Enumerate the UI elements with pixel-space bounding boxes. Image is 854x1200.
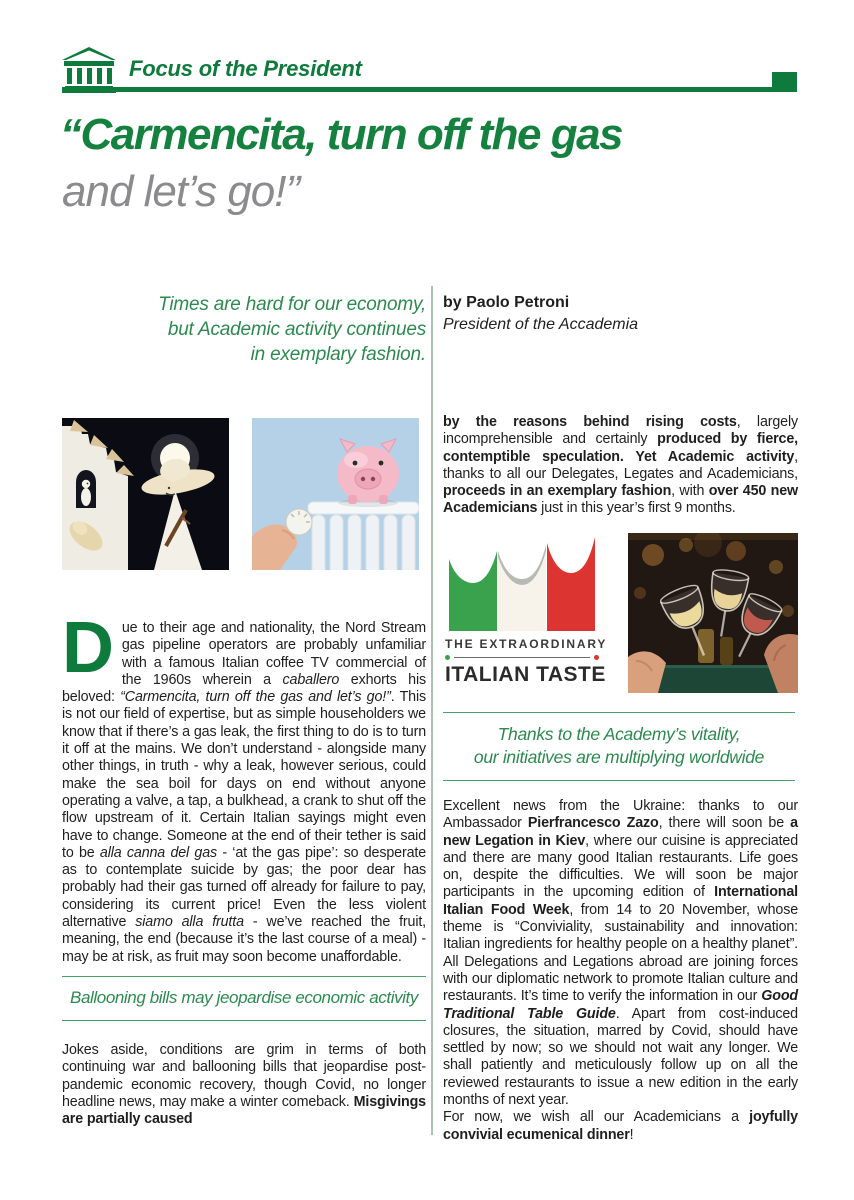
- article-paragraph: Jokes aside, conditions are grim in terms of both continuing war and ballooning bills that jeopardise post-pandemic economic recovery, though Covid, no longer headline news, may make a winter comeback. Misgivings are partially caused: [62, 1042, 426, 1128]
- carmencita-illustration: [62, 418, 229, 570]
- header-rule: [62, 87, 797, 92]
- wine-toast-illustration: [628, 533, 798, 693]
- paragraph-text: Excellent news from the Ukraine: thanks to our Ambassador Pierfrancesco Zazo, there will soon be a new Legation in Kiev, where our cuisine is appreciated and there are many good Italian restaurants. Life goes on, despite the difficulties. We will soon be major participants in the upcoming edition of International Italian Food Week, from 14 to 20 November, whose theme is “Conviviality, sustainability and innovation: Italian ingredients for healthy people on a healthy planet”. All Delegations and Legations abroad are joining forces with our diplomatic network to promote Italian culture and restaurants. It’s time to verify the information in our Good Traditional Table Guide. Apart from cost-induced closures, the situation, marred by Covid, should have settled by now; so we should not wait any longer. We shall patiently and meticulously follow up on all the reviewed restaurants to issue a new edition in the early months of next year.: [443, 798, 798, 1109]
- paragraph-text: ue to their age and nationality, the Nord Stream gas pipeline operators are probably unfamiliar with a famous Italian coffee TV commercial of the 1960s wherein a caballero exhorts his beloved: “Carmencita, turn off the gas and let’s go!”. This is not our field of expertise, but as simple householders we know that if there’s a gas leak, the first thing to do is to turn it off at the mains. We don’t understand - alongside many other things, in truth - why a leak, however serious, could make the sea boil for days on end without anyone operating a valve, a tap, a bulkhead, a crank to shut off the flow upstream of it. Certain Italian sayings might even have to change. Someone at the end of their tether is said to be alla canna del gas - ‘at the gas pipe’: so desperate as to contemplate suicide by gas; the poor dear has probably had their gas turned off already for failure to pay, considering its current price! Even the less violent alternative siamo alla frutta - we’ve reached the fruit, meaning, the end (because it’s the last course of a meal) - may be at risk, as fruit may soon become unaffordable.: [62, 620, 426, 965]
- piggy-bank-illustration: [252, 418, 419, 570]
- drop-cap: D: [62, 608, 114, 688]
- lede-line: in exemplary fashion.: [250, 344, 426, 365]
- lede-line: but Academic activity continues: [167, 319, 426, 340]
- logo-text-line2: ITALIAN TASTE: [445, 663, 606, 686]
- article-paragraph: [62, 608, 426, 966]
- crosshead-right: [443, 712, 795, 781]
- section-kicker: Focus of the President: [129, 56, 362, 81]
- crosshead-line: Thanks to the Academy’s vitality,: [497, 724, 741, 744]
- carmencita-photo: [62, 418, 229, 570]
- italian-taste-logo: [445, 537, 608, 687]
- logo-text-line1: THE EXTRAORDINARY: [445, 637, 608, 651]
- logo-rule-bar: [454, 657, 590, 658]
- header-square-ornament: [772, 72, 797, 92]
- byline-role: President of the Accademia: [443, 316, 639, 333]
- paragraph-text: For now, we wish all our Academicians a joyfully convivial ecumenical dinner!: [443, 1109, 798, 1143]
- column-divider: [431, 286, 433, 1135]
- crosshead-line: our initiatives are multiplying worldwide: [473, 747, 765, 767]
- piggy-bank-photo: [252, 418, 419, 570]
- lede-quote: [62, 292, 426, 367]
- italian-flag-banners-icon: [449, 537, 595, 631]
- article-paragraph: [443, 798, 798, 1144]
- green-dot-icon: [445, 655, 450, 660]
- article-paragraph: by the reasons behind rising costs, largely incomprehensible and certainly produced by fierce, contemptible speculation. Yet Academic activity, thanks to all our Delegates, Legates and Academicians, proceeds in an exemplary fashion, with over 450 new Academicians just in this year’s first 9 months.: [443, 414, 798, 517]
- article-title-line2: and let’s go!”: [62, 167, 300, 216]
- article-title-line1: “Carmencita, turn off the gas: [60, 110, 623, 159]
- logo-rule: [445, 655, 599, 660]
- lede-line: Times are hard for our economy,: [158, 294, 426, 315]
- byline: [443, 292, 783, 336]
- red-dot-icon: [594, 655, 599, 660]
- wine-toast-photo: [628, 533, 798, 693]
- crosshead-left: Ballooning bills may jeopardise economic activity: [62, 976, 426, 1021]
- byline-author: by Paolo Petroni: [443, 294, 570, 311]
